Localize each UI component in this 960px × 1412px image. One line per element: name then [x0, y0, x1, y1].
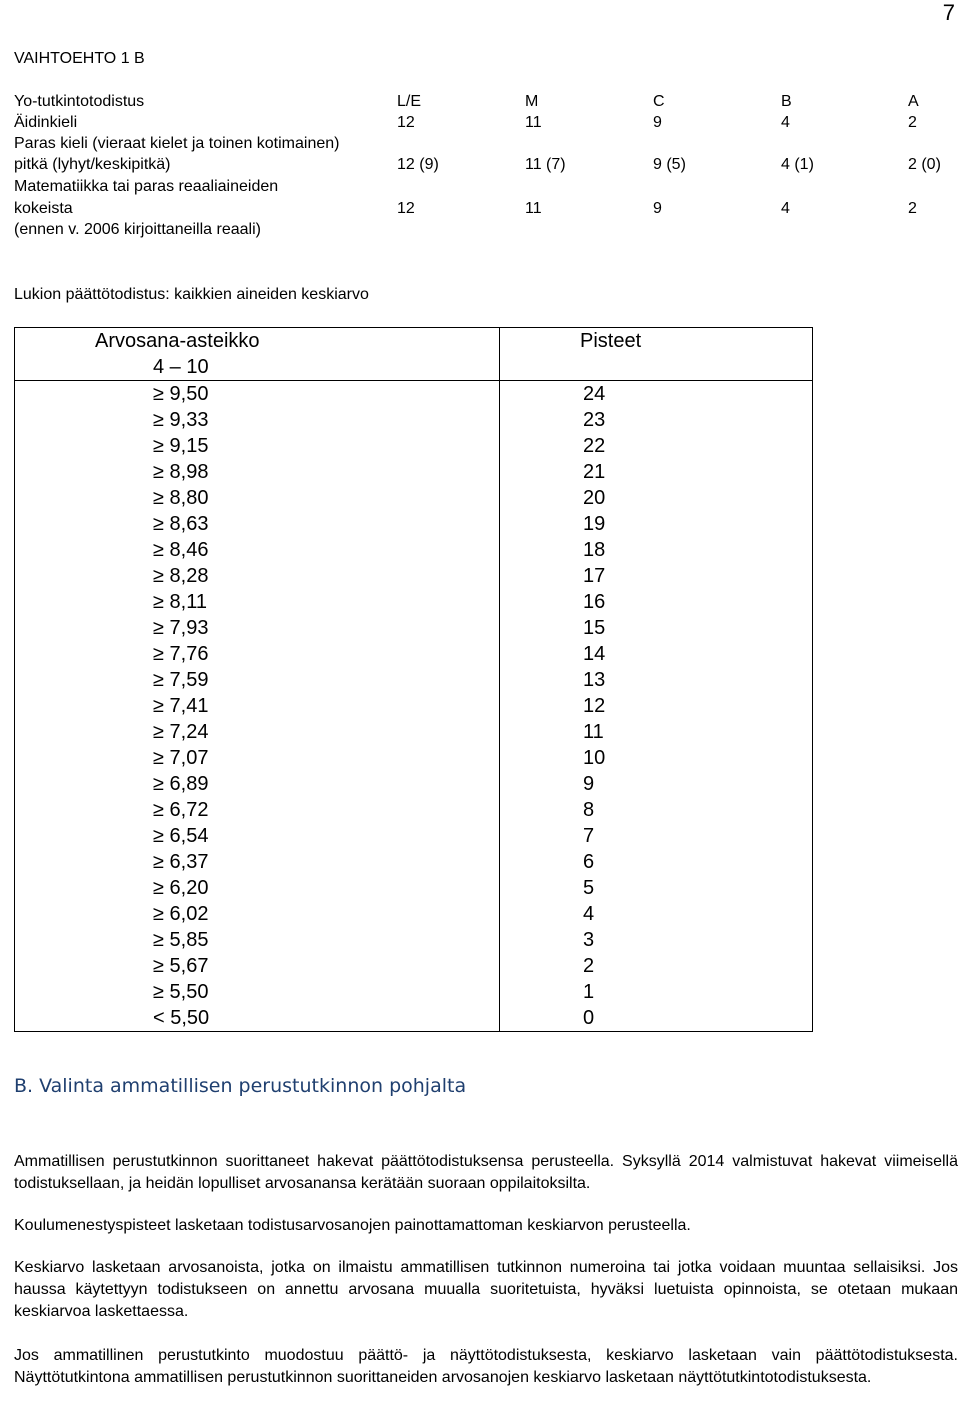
table-row: [15, 667, 813, 693]
paragraph: Keskiarvo lasketaan arvosanoista, jotka on ilmaistu ammatillisen tutkinnon numeroina tai jotka voidaan muuntaa sellaisiksi. Jos haussa käytettyyn todistukseen on annettu arvosana muualla suoritetuista, hyväksi luetuista opinnoista, se otetaan mukaan keskiarvoa laskettaessa.: [14, 1259, 958, 1320]
grade-cell: ≥ 8,98: [15, 459, 500, 485]
header-grade-scale: Arvosana-asteikko: [15, 328, 500, 355]
table-row: [15, 719, 813, 745]
grade-cell: ≥ 7,24: [15, 719, 500, 745]
yo-col-b: 4: [781, 200, 790, 217]
grade-cell: ≥ 5,50: [15, 979, 500, 1005]
yo-col-c: 9: [653, 200, 662, 217]
score-table: [14, 327, 813, 1032]
points-cell: 4: [500, 901, 813, 927]
grade-cell: ≥ 5,85: [15, 927, 500, 953]
grade-cell: ≥ 5,67: [15, 953, 500, 979]
points-cell: 5: [500, 875, 813, 901]
lukio-title: Lukion päättötodistus: kaikkien aineiden keskiarvo: [14, 286, 369, 303]
yo-table-row: [14, 93, 954, 114]
points-cell: 19: [500, 511, 813, 537]
paragraph: Ammatillisen perustutkinnon suorittaneet hakevat päättötodistuksensa perusteella. Syksyllä 2014 valmistuvat hakevat viimeisellä todistuksellaan, ja heidän lopulliset arvosanansa kerätään suoraan oppilaitoksilta.: [14, 1153, 958, 1192]
section-b-title: B. Valinta ammatillisen perustutkinnon pohjalta: [14, 1075, 467, 1097]
grade-cell: ≥ 6,89: [15, 771, 500, 797]
yo-col-le: L/E: [397, 93, 422, 110]
grade-cell: ≥ 9,33: [15, 407, 500, 433]
score-table-header-row: [15, 328, 813, 355]
points-cell: 2: [500, 953, 813, 979]
yo-col-m: 11: [525, 114, 542, 131]
yo-row-label: Matematiikka tai paras reaaliaineiden: [14, 178, 279, 195]
grade-cell: ≥ 8,11: [15, 589, 500, 615]
table-row: [15, 407, 813, 433]
points-cell: 13: [500, 667, 813, 693]
yo-col-c: 9 (5): [653, 156, 686, 173]
yo-col-b: 4 (1): [781, 156, 814, 173]
grade-cell: ≥ 6,54: [15, 823, 500, 849]
table-row: [15, 927, 813, 953]
grade-cell: ≥ 7,07: [15, 745, 500, 771]
yo-col-m: 11: [525, 200, 542, 217]
table-row: [15, 823, 813, 849]
yo-table-row: [14, 114, 954, 135]
section-heading: VAIHTOEHTO 1 B: [14, 50, 145, 67]
points-cell: 1: [500, 979, 813, 1005]
points-cell: 18: [500, 537, 813, 563]
table-row: [15, 901, 813, 927]
points-cell: 0: [500, 1005, 813, 1032]
table-row: [15, 381, 813, 408]
points-cell: 15: [500, 615, 813, 641]
table-row: [15, 537, 813, 563]
header-grade-range: 4 – 10: [15, 354, 500, 381]
yo-col-m: 11 (7): [525, 156, 566, 173]
yo-col-b: 4: [781, 114, 790, 131]
yo-col-m: M: [525, 93, 539, 110]
yo-table-row: [14, 178, 954, 199]
table-row: [15, 563, 813, 589]
table-row: [15, 433, 813, 459]
table-row: [15, 615, 813, 641]
points-cell: 20: [500, 485, 813, 511]
points-cell: 17: [500, 563, 813, 589]
grade-cell: ≥ 8,46: [15, 537, 500, 563]
points-cell: 24: [500, 381, 813, 408]
points-cell: 22: [500, 433, 813, 459]
table-row: [15, 641, 813, 667]
yo-col-le: 12: [397, 200, 415, 217]
grade-cell: ≥ 7,41: [15, 693, 500, 719]
table-row: [15, 771, 813, 797]
table-row: [15, 511, 813, 537]
yo-row-label: Äidinkieli: [14, 114, 78, 131]
header-points-empty: [500, 354, 813, 381]
page-number: 7: [942, 0, 955, 25]
points-cell: 3: [500, 927, 813, 953]
points-cell: 16: [500, 589, 813, 615]
grade-cell: ≥ 7,59: [15, 667, 500, 693]
yo-col-a: 2 (0): [908, 156, 941, 173]
yo-row-label: pitkä (lyhyt/keskipitkä): [14, 156, 171, 173]
points-cell: 6: [500, 849, 813, 875]
points-cell: 12: [500, 693, 813, 719]
grade-cell: ≥ 7,76: [15, 641, 500, 667]
points-cell: 9: [500, 771, 813, 797]
score-table-header-row: [15, 354, 813, 381]
yo-table-row: [14, 156, 954, 177]
yo-row-label: (ennen v. 2006 kirjoittaneilla reaali): [14, 221, 261, 238]
table-row: [15, 589, 813, 615]
yo-col-le: 12 (9): [397, 156, 439, 173]
grade-cell: < 5,50: [15, 1005, 500, 1032]
header-points: Pisteet: [500, 328, 813, 355]
table-row: [15, 849, 813, 875]
grade-cell: ≥ 8,63: [15, 511, 500, 537]
points-cell: 21: [500, 459, 813, 485]
yo-col-a: 2: [908, 200, 917, 217]
grade-cell: ≥ 6,37: [15, 849, 500, 875]
points-cell: 11: [500, 719, 813, 745]
grade-cell: ≥ 9,15: [15, 433, 500, 459]
table-row: [15, 459, 813, 485]
yo-table-row: [14, 135, 954, 156]
yo-table-row: [14, 221, 954, 242]
table-row: [15, 979, 813, 1005]
table-row: [15, 875, 813, 901]
table-row: [15, 953, 813, 979]
grade-cell: ≥ 6,72: [15, 797, 500, 823]
table-row: [15, 1005, 813, 1032]
yo-col-a: 2: [908, 114, 917, 131]
points-cell: 7: [500, 823, 813, 849]
table-row: [15, 745, 813, 771]
grade-cell: ≥ 6,20: [15, 875, 500, 901]
points-cell: 14: [500, 641, 813, 667]
paragraph: Koulumenestyspisteet lasketaan todistusarvosanojen painottamattoman keskiarvon perusteella.: [14, 1217, 691, 1234]
grade-cell: ≥ 8,28: [15, 563, 500, 589]
yo-col-b: B: [781, 93, 792, 110]
points-cell: 8: [500, 797, 813, 823]
table-row: [15, 797, 813, 823]
grade-cell: ≥ 9,50: [15, 381, 500, 408]
yo-row-label: Paras kieli (vieraat kielet ja toinen kotimainen): [14, 135, 340, 152]
points-cell: 10: [500, 745, 813, 771]
grade-cell: ≥ 6,02: [15, 901, 500, 927]
yo-col-c: 9: [653, 114, 662, 131]
points-cell: 23: [500, 407, 813, 433]
paragraph: Jos ammatillinen perustutkinto muodostuu päättö- ja näyttötodistuksesta, keskiarvo lasketaan vain päättötodistuksesta. Näyttötutkintona ammatillisen perustutkinnon suorittaneiden arvosanojen keskiarvo lasketaan näyttötutkintotodistuksesta.: [14, 1347, 958, 1386]
yo-table-row: [14, 200, 954, 221]
yo-row-label: Yo-tutkintotodistus: [14, 93, 145, 110]
grade-cell: ≥ 7,93: [15, 615, 500, 641]
yo-col-le: 12: [397, 114, 415, 131]
table-row: [15, 485, 813, 511]
table-row: [15, 693, 813, 719]
yo-col-a: A: [908, 93, 919, 110]
yo-col-c: C: [653, 93, 665, 110]
yo-row-label: kokeista: [14, 200, 73, 217]
grade-cell: ≥ 8,80: [15, 485, 500, 511]
